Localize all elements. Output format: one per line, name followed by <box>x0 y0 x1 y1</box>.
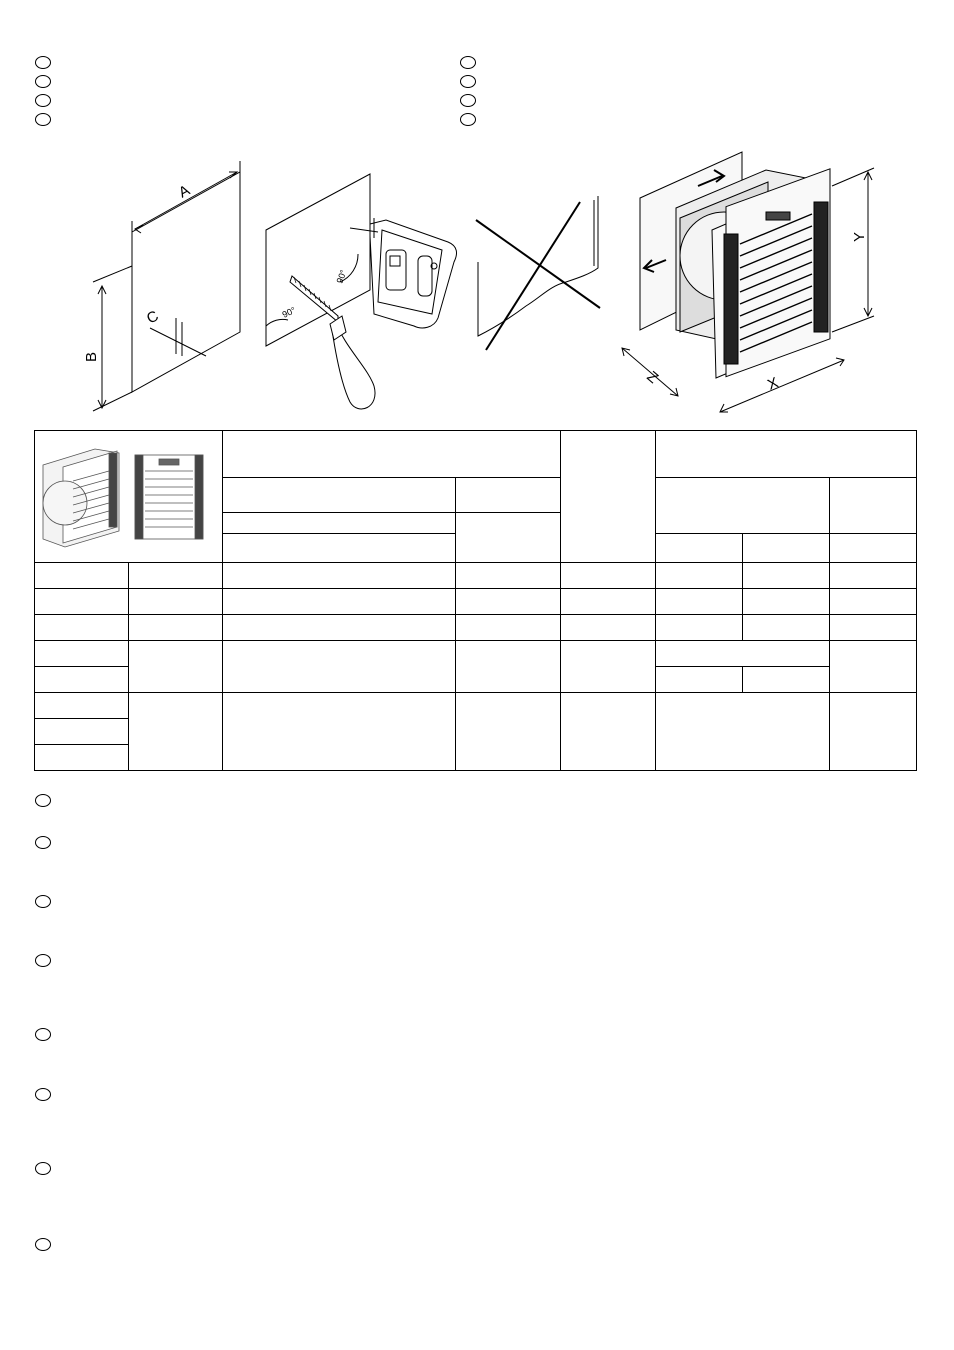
section-marker <box>35 954 51 967</box>
dimension-label-b: B <box>83 351 100 362</box>
section-marker <box>35 1238 51 1251</box>
header-cell <box>830 534 917 563</box>
product-image <box>35 431 221 559</box>
header-cell <box>656 431 917 478</box>
fan-unit-dimension-diagram <box>618 146 898 426</box>
language-marker <box>35 113 51 126</box>
header-cell <box>561 431 656 563</box>
table-row <box>35 693 917 719</box>
header-cell <box>223 534 456 563</box>
language-marker <box>460 75 476 88</box>
header-cell <box>656 478 830 534</box>
angle-label-right: 90° <box>334 268 349 285</box>
table-row <box>35 589 917 615</box>
section-marker <box>35 1028 51 1041</box>
table-row <box>35 615 917 641</box>
cutout-dimension-diagram <box>78 146 248 416</box>
dimension-label-c: C <box>143 307 162 328</box>
section-marker <box>35 1088 51 1101</box>
header-cell <box>456 513 561 563</box>
table-row <box>35 563 917 589</box>
product-image-cell <box>35 431 223 563</box>
table-row <box>35 641 917 667</box>
dimension-label-x: X <box>765 374 781 394</box>
dimension-label-z: Z <box>643 368 662 387</box>
language-markers-right <box>460 56 476 132</box>
header-cell <box>656 534 743 563</box>
angle-label-left: 90° <box>280 304 298 320</box>
language-marker <box>460 94 476 107</box>
language-marker <box>460 113 476 126</box>
section-marker <box>35 836 51 849</box>
header-cell <box>743 534 830 563</box>
header-cell <box>456 478 561 513</box>
incorrect-cut-diagram <box>470 146 610 356</box>
dimension-label-a: A <box>175 181 193 202</box>
specification-table <box>34 430 917 771</box>
language-marker <box>35 56 51 69</box>
header-cell <box>830 478 917 534</box>
section-marker <box>35 1162 51 1175</box>
header-cell <box>223 478 456 513</box>
language-marker <box>35 94 51 107</box>
language-markers-left <box>35 56 51 132</box>
language-marker <box>35 75 51 88</box>
language-marker <box>460 56 476 69</box>
header-cell <box>223 431 561 478</box>
section-marker <box>35 794 51 807</box>
dimension-label-y: Y <box>851 231 868 242</box>
header-cell <box>223 513 456 534</box>
section-marker <box>35 895 51 908</box>
deburring-diagram <box>262 146 467 416</box>
